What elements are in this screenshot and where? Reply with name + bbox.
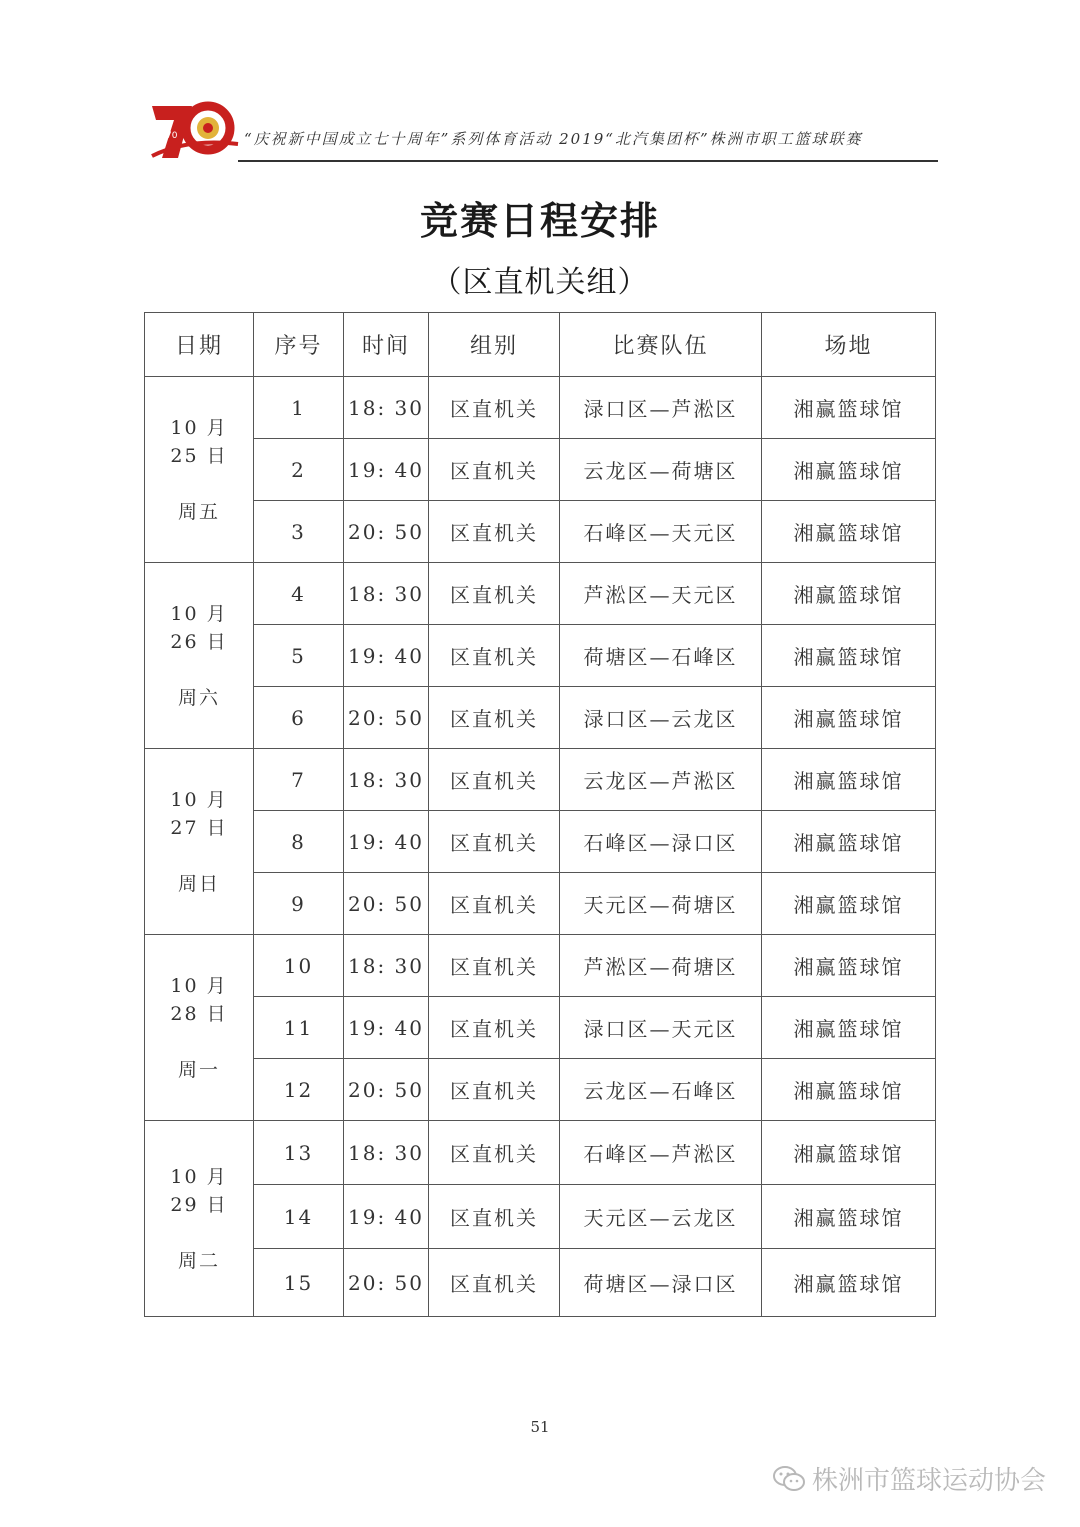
game-time: 20: 50 bbox=[344, 873, 429, 935]
game-group: 区直机关 bbox=[429, 749, 560, 811]
logo-text: 70 bbox=[166, 131, 178, 141]
table-row bbox=[145, 811, 936, 873]
game-number: 10 bbox=[254, 935, 344, 997]
game-number: 6 bbox=[254, 687, 344, 749]
game-time: 18: 30 bbox=[344, 749, 429, 811]
game-teams: 天元区—云龙区 bbox=[560, 1185, 762, 1249]
game-time: 20: 50 bbox=[344, 1059, 429, 1121]
70th-anniversary-logo-icon bbox=[148, 98, 240, 160]
game-time: 20: 50 bbox=[344, 687, 429, 749]
game-number: 9 bbox=[254, 873, 344, 935]
game-number: 1 bbox=[254, 377, 344, 439]
date-day: 28 日 bbox=[170, 1002, 228, 1025]
game-venue: 湘赢篮球馆 bbox=[762, 1059, 936, 1121]
game-teams: 云龙区—荷塘区 bbox=[560, 439, 762, 501]
date-day: 25 日 bbox=[170, 444, 228, 467]
game-venue: 湘赢篮球馆 bbox=[762, 1249, 936, 1317]
game-venue: 湘赢篮球馆 bbox=[762, 439, 936, 501]
game-group: 区直机关 bbox=[429, 439, 560, 501]
game-venue: 湘赢篮球馆 bbox=[762, 563, 936, 625]
game-number: 14 bbox=[254, 1185, 344, 1249]
page-number: 51 bbox=[530, 1418, 550, 1436]
date-weekday: 周六 bbox=[177, 686, 220, 709]
game-group: 区直机关 bbox=[429, 997, 560, 1059]
game-teams: 天元区—荷塘区 bbox=[560, 873, 762, 935]
game-teams: 渌口区—芦淞区 bbox=[560, 377, 762, 439]
table-row bbox=[145, 997, 936, 1059]
table-row bbox=[145, 873, 936, 935]
game-group: 区直机关 bbox=[429, 1121, 560, 1185]
date-weekday: 周二 bbox=[177, 1249, 220, 1272]
game-group: 区直机关 bbox=[429, 687, 560, 749]
game-venue: 湘赢篮球馆 bbox=[762, 997, 936, 1059]
date-month: 10 月 bbox=[170, 788, 228, 811]
game-group: 区直机关 bbox=[429, 1185, 560, 1249]
header-date: 日期 bbox=[145, 313, 254, 377]
date-day: 26 日 bbox=[170, 630, 228, 653]
header-rule bbox=[238, 160, 938, 162]
game-group: 区直机关 bbox=[429, 377, 560, 439]
game-teams: 云龙区—石峰区 bbox=[560, 1059, 762, 1121]
game-group: 区直机关 bbox=[429, 625, 560, 687]
table-row bbox=[145, 563, 936, 625]
game-venue: 湘赢篮球馆 bbox=[762, 377, 936, 439]
game-time: 20: 50 bbox=[344, 501, 429, 563]
schedule-table bbox=[144, 312, 936, 1317]
date-cell bbox=[145, 749, 254, 935]
page-subtitle: （区直机关组） bbox=[431, 265, 649, 300]
game-group: 区直机关 bbox=[429, 1249, 560, 1317]
header-banner: “庆祝新中国成立七十周年”系列体育活动 2019“北汽集团杯”株洲市职工篮球联赛 bbox=[244, 130, 863, 148]
watermark-text: 株洲市篮球运动协会 bbox=[811, 1466, 1046, 1496]
page-header bbox=[148, 98, 938, 162]
game-group: 区直机关 bbox=[429, 563, 560, 625]
game-teams: 云龙区—芦淞区 bbox=[560, 749, 762, 811]
date-day: 29 日 bbox=[170, 1193, 228, 1216]
date-day: 27 日 bbox=[170, 816, 228, 839]
game-teams: 石峰区—芦淞区 bbox=[560, 1121, 762, 1185]
date-month: 10 月 bbox=[170, 602, 228, 625]
wechat-icon bbox=[772, 1465, 806, 1493]
date-weekday: 周日 bbox=[177, 872, 220, 895]
table-row bbox=[145, 935, 936, 997]
table-row bbox=[145, 1121, 936, 1185]
table-row bbox=[145, 377, 936, 439]
game-venue: 湘赢篮球馆 bbox=[762, 935, 936, 997]
game-number: 2 bbox=[254, 439, 344, 501]
page-title: 竞赛日程安排 bbox=[419, 198, 660, 243]
date-weekday: 周一 bbox=[177, 1058, 220, 1081]
date-cell bbox=[145, 377, 254, 563]
game-time: 19: 40 bbox=[344, 439, 429, 501]
game-time: 18: 30 bbox=[344, 563, 429, 625]
header-teams: 比赛队伍 bbox=[560, 313, 762, 377]
header-group: 组别 bbox=[429, 313, 560, 377]
game-time: 19: 40 bbox=[344, 1185, 429, 1249]
game-venue: 湘赢篮球馆 bbox=[762, 687, 936, 749]
game-group: 区直机关 bbox=[429, 873, 560, 935]
game-number: 7 bbox=[254, 749, 344, 811]
game-number: 5 bbox=[254, 625, 344, 687]
game-time: 18: 30 bbox=[344, 935, 429, 997]
game-venue: 湘赢篮球馆 bbox=[762, 811, 936, 873]
header-time: 时间 bbox=[344, 313, 429, 377]
game-group: 区直机关 bbox=[429, 811, 560, 873]
date-weekday: 周五 bbox=[177, 500, 220, 523]
game-venue: 湘赢篮球馆 bbox=[762, 1185, 936, 1249]
game-number: 12 bbox=[254, 1059, 344, 1121]
date-cell bbox=[145, 1121, 254, 1317]
table-row bbox=[145, 1059, 936, 1121]
game-venue: 湘赢篮球馆 bbox=[762, 625, 936, 687]
game-teams: 芦淞区—天元区 bbox=[560, 563, 762, 625]
table-row bbox=[145, 687, 936, 749]
game-number: 11 bbox=[254, 997, 344, 1059]
game-group: 区直机关 bbox=[429, 935, 560, 997]
date-cell bbox=[145, 935, 254, 1121]
table-row bbox=[145, 439, 936, 501]
game-time: 20: 50 bbox=[344, 1249, 429, 1317]
game-number: 15 bbox=[254, 1249, 344, 1317]
game-teams: 渌口区—云龙区 bbox=[560, 687, 762, 749]
game-group: 区直机关 bbox=[429, 1059, 560, 1121]
game-group: 区直机关 bbox=[429, 501, 560, 563]
game-number: 3 bbox=[254, 501, 344, 563]
game-venue: 湘赢篮球馆 bbox=[762, 873, 936, 935]
game-time: 19: 40 bbox=[344, 997, 429, 1059]
game-teams: 芦淞区—荷塘区 bbox=[560, 935, 762, 997]
date-month: 10 月 bbox=[170, 1165, 228, 1188]
date-cell bbox=[145, 563, 254, 749]
game-time: 18: 30 bbox=[344, 1121, 429, 1185]
date-month: 10 月 bbox=[170, 974, 228, 997]
game-teams: 荷塘区—石峰区 bbox=[560, 625, 762, 687]
header-venue: 场地 bbox=[762, 313, 936, 377]
game-venue: 湘赢篮球馆 bbox=[762, 1121, 936, 1185]
date-month: 10 月 bbox=[170, 416, 228, 439]
game-time: 19: 40 bbox=[344, 625, 429, 687]
game-time: 19: 40 bbox=[344, 811, 429, 873]
table-row bbox=[145, 749, 936, 811]
table-row bbox=[145, 625, 936, 687]
game-number: 4 bbox=[254, 563, 344, 625]
header-number: 序号 bbox=[254, 313, 344, 377]
game-venue: 湘赢篮球馆 bbox=[762, 501, 936, 563]
table-row bbox=[145, 1185, 936, 1249]
game-teams: 石峰区—天元区 bbox=[560, 501, 762, 563]
table-header-row bbox=[145, 313, 936, 377]
game-teams: 渌口区—天元区 bbox=[560, 997, 762, 1059]
table-row bbox=[145, 1249, 936, 1317]
game-number: 13 bbox=[254, 1121, 344, 1185]
game-teams: 荷塘区—渌口区 bbox=[560, 1249, 762, 1317]
game-venue: 湘赢篮球馆 bbox=[762, 749, 936, 811]
game-number: 8 bbox=[254, 811, 344, 873]
watermark bbox=[772, 1460, 1046, 1497]
game-time: 18: 30 bbox=[344, 377, 429, 439]
table-row bbox=[145, 501, 936, 563]
game-teams: 石峰区—渌口区 bbox=[560, 811, 762, 873]
